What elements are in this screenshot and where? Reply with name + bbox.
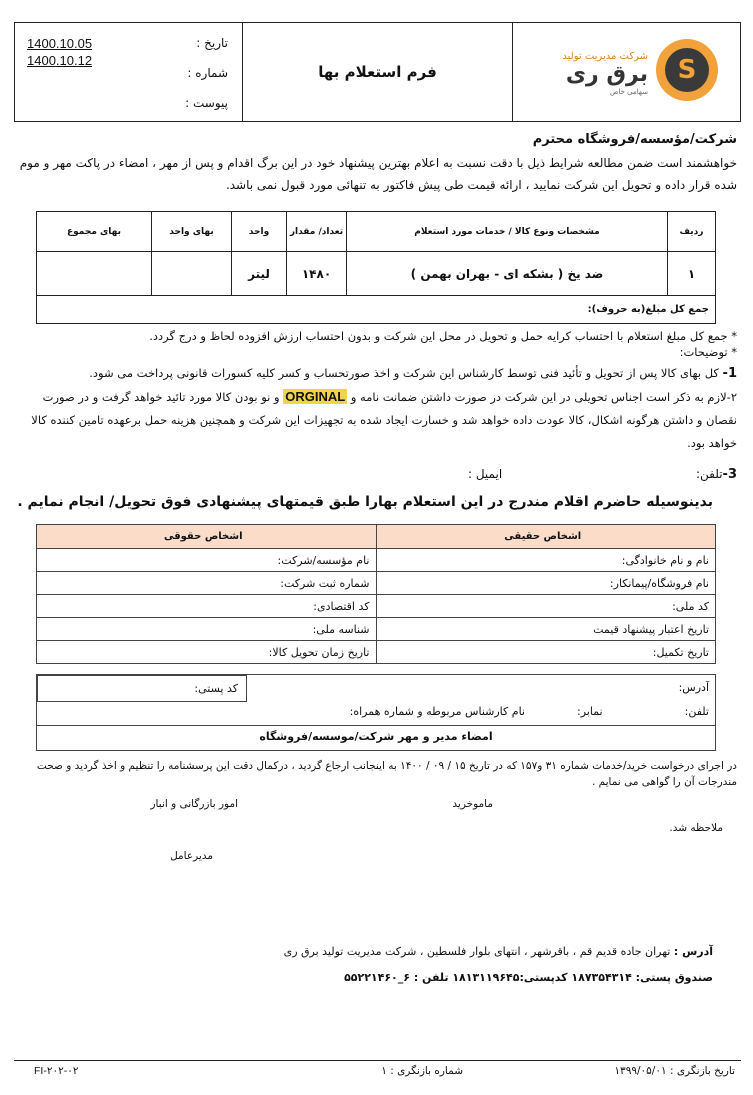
phone-field[interactable]: تلفن: xyxy=(684,705,709,718)
item-unit: لیتر xyxy=(232,252,287,296)
table-row xyxy=(37,252,716,296)
notes xyxy=(15,328,737,360)
lightning-logo-icon: S xyxy=(656,39,718,101)
contact-row: 3-تلفن: ایمیل : xyxy=(467,467,737,482)
date-value: 1400.10.05 xyxy=(27,36,93,51)
postal-code-field[interactable]: کد پستی: xyxy=(37,675,247,702)
completion-date-field[interactable]: تاریخ تکمیل: xyxy=(376,641,716,664)
commerce-signature: امور بازرگانی و انبار xyxy=(150,798,238,810)
footer-divider xyxy=(14,1060,741,1061)
form-title: فرم استعلام بها xyxy=(243,23,513,121)
national-id-field[interactable]: شناسه ملی: xyxy=(37,618,377,641)
fax-field[interactable]: نمابر: xyxy=(577,705,603,718)
term-2: ۲-لازم به ذکر است اجناس تحویلی در این شرکت در صورت داشتن ضمانت نامه و ORGINAL و نو بودن کالا مورد تائید خواهد گرفت و در صورت نقصان و داشتن هرگونه اشکال، کالا عودت داده خواهد شد و خسارت ایجاد شده به تجهیزات این شرکت و همچنین هزینه حمل برعهده تامین کننده کالا خواهد بود. xyxy=(31,389,737,450)
declaration: بدینوسیله حاضرم اقلام مندرج در این استعلام بهارا طبق قیمتهای پیشنهادی فوق تحویل/ انجام نمایم . xyxy=(17,494,713,510)
store-name-field[interactable]: نام فروشگاه/پیمانکار: xyxy=(376,572,716,595)
logo-text: شرکت مدیریت تولید برق ری سهامی خاص xyxy=(562,51,648,96)
purchaser-signature: ماموخرید xyxy=(452,798,493,810)
registration-number-field[interactable]: شماره ثبت شرکت: xyxy=(37,572,377,595)
ceo-signature: مدیرعامل xyxy=(170,850,213,862)
unit-price-cell[interactable] xyxy=(152,252,232,296)
col-unit-price: بهای واحد xyxy=(152,212,232,252)
company-logo xyxy=(513,23,740,121)
term-1: 1- کل بهای کالا پس از تحویل و تأئید فنی توسط کارشناس این شرکت و اخذ صورتحساب و کسر کلیه کسورات قانونی پرداخت می شود. xyxy=(89,366,737,381)
observed-note: ملاحظه شد. xyxy=(669,822,723,834)
legal-persons-header: اشخاص حقوقی xyxy=(37,525,377,549)
revision-date: تاریخ بازنگری : ۱۳۹۹/۰۵/۰۱ xyxy=(614,1065,735,1077)
note-price-basis: * جمع کل مبلغ استعلام با احتساب کرایه حمل و تحویل در محل این شرکت و بدون احتساب ارزش افزوده لحاظ و درج گردد. xyxy=(149,329,737,343)
col-total: بهای مجموع xyxy=(37,212,152,252)
revision-number: شماره بازنگری : ۱ xyxy=(381,1065,463,1077)
date-label: تاریخ : xyxy=(196,36,228,50)
col-unit: واحد xyxy=(232,212,287,252)
phone-label: تلفن: xyxy=(695,467,723,481)
sum-in-words: جمع کل مبلغ(به حروف): xyxy=(37,296,716,324)
original-highlight: ORGINAL xyxy=(285,389,346,404)
header-dates xyxy=(27,35,92,69)
real-persons-header: اشخاص حقیقی xyxy=(376,525,716,549)
signature-line: امضاء مدیر و مهر شرکت/موسسه/فروشگاه xyxy=(37,725,715,743)
terms xyxy=(15,362,737,455)
note-explanations: * توضیحات: xyxy=(679,345,737,359)
row-number: ۱ xyxy=(668,252,716,296)
addressee: شرکت/مؤسسه/فروشگاه محترم xyxy=(532,132,737,147)
form-code: FI-۲۰۲-۰۲ xyxy=(34,1065,79,1077)
items-table xyxy=(36,211,716,324)
address-field[interactable]: آدرس: xyxy=(678,681,709,694)
item-description: ضد یخ ( بشکه ای - بهران بهمن ) xyxy=(347,252,668,296)
col-row: ردیف xyxy=(668,212,716,252)
expert-field[interactable]: نام کارشناس مربوطه و شماره همراه: xyxy=(349,705,525,718)
footer-address: آدرس : تهران جاده قدیم قم ، باقرشهر ، انتهای بلوار فلسطین ، شرکت مدیریت تولید برق ری xyxy=(283,945,713,958)
total-price-cell[interactable] xyxy=(37,252,152,296)
form-header xyxy=(14,22,741,122)
persons-table xyxy=(36,524,716,664)
header-meta-labels xyxy=(185,36,228,126)
number-value: 1400.10.12 xyxy=(27,53,93,68)
company-name-field[interactable]: نام مؤسسه/شرکت: xyxy=(37,549,377,572)
delivery-date-field[interactable]: تاریخ زمان تحویل کالا: xyxy=(37,641,377,664)
col-desc: مشخصات ونوع کالا / خدمات مورد استعلام xyxy=(347,212,668,252)
intro-text: خواهشمند است ضمن مطالعه شرایط ذیل با دقت نسبت به اعلام بهترین پیشنهاد خود در این برگ اقدام و پس از مهر ، امضاء در پاکت مهر و موم شده قرار داده و تحویل این شرکت نمایید ، ارائه قیمت طی پیش فاکتور به تنهائی مورد قبول نمی باشد. xyxy=(19,156,737,192)
economic-code-field[interactable]: کد اقتصادی: xyxy=(37,595,377,618)
number-label: شماره : xyxy=(187,66,228,80)
full-name-field[interactable]: نام و نام خانوادگی: xyxy=(376,549,716,572)
confirmation-text: در اجرای درخواست خرید/خدمات شماره ۳۱ و۱۵۷ که در تاریخ ۱۵ / ۰۹ / ۱۴۰۰ به اینجانب ارجاع گردید ، درکمال دقت این پرسشنامه را تنظیم و اخذ گردید و صحت مندرجات آن را گواهی می نمایم . xyxy=(36,760,737,788)
header-meta xyxy=(15,23,243,121)
item-quantity: ۱۴۸۰ xyxy=(287,252,347,296)
address-box xyxy=(36,674,716,751)
national-code-field[interactable]: کد ملی: xyxy=(376,595,716,618)
email-label: ایمیل : xyxy=(467,467,503,481)
footer-contact: صندوق پستی: ۱۸۷۳۵۴۳۱۴ کدپستی:۱۸۱۳۱۱۹۶۴۵ تلفن : ۶_۵۵۲۲۱۴۶۰ xyxy=(344,971,713,984)
price-validity-field[interactable]: تاریخ اعتبار پیشنهاد قیمت xyxy=(376,618,716,641)
col-qty: تعداد/ مقدار xyxy=(287,212,347,252)
attachment-label: پیوست : xyxy=(185,96,228,110)
